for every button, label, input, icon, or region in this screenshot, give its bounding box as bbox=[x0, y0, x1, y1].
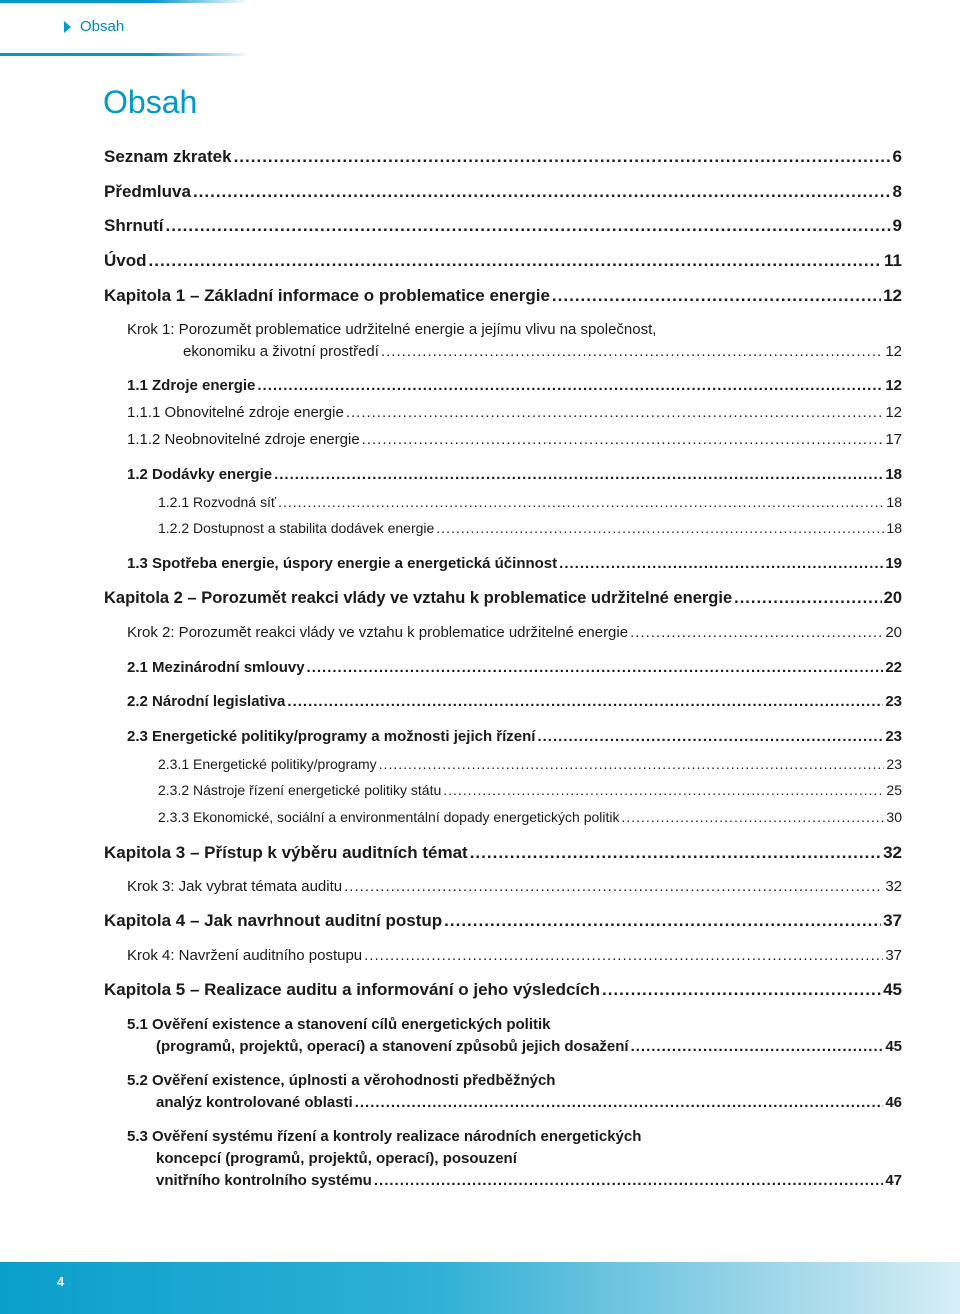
toc-entry[interactable] bbox=[104, 181, 902, 203]
toc-entry-title: (programů, projektů, operací) a stanovení způsobů jejich dosažení bbox=[156, 1038, 629, 1055]
toc-entry-title: Kapitola 1 – Základní informace o problematice energie bbox=[104, 286, 550, 305]
toc-entry-page: 12 bbox=[883, 286, 902, 305]
toc-entry[interactable] bbox=[127, 1014, 902, 1058]
toc-entry-title: Shrnutí bbox=[104, 216, 164, 235]
page-number: 4 bbox=[57, 1274, 65, 1289]
toc-entry-title-line: koncepcí (programů, projektů, operací), posouzení bbox=[156, 1150, 517, 1167]
toc-entry[interactable] bbox=[127, 876, 902, 898]
toc-entry-title: 2.2 Národní legislativa bbox=[127, 693, 286, 710]
toc-entry-title: 2.3.2 Nástroje řízení energetické politiky státu bbox=[158, 782, 442, 798]
toc-entry-title: Krok 3: Jak vybrat témata auditu bbox=[127, 878, 343, 895]
toc-entry-title: 1.2.2 Dostupnost a stabilita dodávek energie bbox=[158, 520, 435, 536]
toc-entry-title: 1.1.2 Neobnovitelné zdroje energie bbox=[127, 431, 360, 448]
toc-entry[interactable] bbox=[127, 319, 902, 363]
toc-entry-page: 22 bbox=[885, 659, 902, 676]
toc-entry-page: 45 bbox=[883, 980, 902, 999]
toc-entry[interactable] bbox=[127, 657, 902, 679]
toc-entry-title-line: 5.1 Ověření existence a stanovení cílů energetických politik bbox=[127, 1016, 551, 1033]
toc-entry-page: 37 bbox=[885, 947, 902, 964]
toc-entry[interactable] bbox=[158, 806, 902, 828]
toc-entry-title: 1.1 Zdroje energie bbox=[127, 377, 256, 394]
toc-entry-page: 11 bbox=[884, 251, 902, 270]
toc-entry-page: 45 bbox=[885, 1038, 902, 1055]
toc-entry-title: Krok 2: Porozumět reakci vlády ve vztahu k problematice udržitelné energie bbox=[127, 624, 629, 641]
header-section-label: Obsah bbox=[80, 18, 125, 35]
toc-entry-title: 2.3 Energetické politiky/programy a možnosti jejich řízení bbox=[127, 728, 536, 745]
toc-entry[interactable] bbox=[104, 250, 902, 272]
toc-entry[interactable] bbox=[127, 622, 902, 644]
toc-entry-page: 23 bbox=[885, 693, 902, 710]
toc-entry[interactable] bbox=[158, 779, 902, 801]
toc-entry-page: 18 bbox=[885, 466, 902, 483]
toc-entry-page: 46 bbox=[885, 1094, 902, 1111]
toc-entry-title: Kapitola 4 – Jak navrhnout auditní postup bbox=[104, 911, 443, 930]
toc-entry[interactable] bbox=[127, 691, 902, 713]
toc-entry-title: analýz kontrolované oblasti bbox=[156, 1094, 353, 1111]
toc-entry-title-line: 5.2 Ověření existence, úplnosti a věrohodnosti předběžných bbox=[127, 1072, 556, 1089]
toc-entry[interactable] bbox=[104, 215, 902, 237]
toc-entry-page: 20 bbox=[885, 624, 902, 641]
toc-entry-page: 30 bbox=[886, 809, 902, 825]
toc-entry-title: Předmluva bbox=[104, 182, 191, 201]
toc-entry-page: 23 bbox=[885, 728, 902, 745]
toc-entry[interactable] bbox=[127, 1070, 902, 1114]
toc-entry-page: 8 bbox=[892, 182, 902, 201]
toc-entry[interactable] bbox=[158, 491, 902, 513]
toc-entry[interactable] bbox=[127, 464, 902, 486]
toc-entry-title: 2.3.1 Energetické politiky/programy bbox=[158, 756, 377, 772]
toc-entry-page: 6 bbox=[892, 147, 902, 166]
toc-entry-page: 12 bbox=[885, 377, 902, 394]
toc-entry[interactable] bbox=[127, 429, 902, 451]
toc-entry[interactable] bbox=[104, 146, 902, 168]
toc-entry-page: 37 bbox=[883, 911, 902, 930]
toc-entry[interactable] bbox=[127, 375, 902, 397]
toc-entry-title-line: 5.3 Ověření systému řízení a kontroly realizace národních energetických bbox=[127, 1128, 642, 1145]
toc-entry[interactable] bbox=[104, 979, 902, 1001]
toc-entry-page: 18 bbox=[886, 520, 902, 536]
toc-entry-title: Úvod bbox=[104, 251, 147, 270]
toc-entry-title: Kapitola 2 – Porozumět reakci vlády ve vztahu k problematice udržitelné energie bbox=[104, 589, 733, 607]
toc-entry-page: 23 bbox=[886, 756, 902, 772]
toc-entry-title: 1.3 Spotřeba energie, úspory energie a energetická účinnost bbox=[127, 555, 558, 572]
toc-entry-title: Kapitola 3 – Přístup k výběru auditních témat bbox=[104, 843, 468, 862]
toc-entry-page: 12 bbox=[885, 404, 902, 421]
toc-entry-page: 32 bbox=[885, 878, 902, 895]
toc-entry-title: Kapitola 5 – Realizace auditu a informování o jeho výsledcích bbox=[104, 980, 600, 999]
toc-entry[interactable] bbox=[127, 1126, 902, 1192]
toc-entry-page: 25 bbox=[886, 782, 902, 798]
toc-entry-title: vnitřního kontrolního systému bbox=[156, 1172, 372, 1189]
toc-entry-page: 19 bbox=[885, 555, 902, 572]
toc-entry-page: 47 bbox=[885, 1172, 902, 1189]
toc-entry-title: 1.1.1 Obnovitelné zdroje energie bbox=[127, 404, 344, 421]
page-title: Obsah bbox=[103, 84, 198, 120]
toc-entry[interactable] bbox=[104, 910, 902, 932]
toc-entry[interactable] bbox=[127, 945, 902, 967]
toc-entry[interactable] bbox=[158, 753, 902, 775]
toc-entry-page: 18 bbox=[886, 494, 902, 510]
toc-entry-title: 2.3.3 Ekonomické, sociální a environmentální dopady energetických politik bbox=[158, 809, 620, 825]
toc-entry-page: 12 bbox=[885, 343, 902, 360]
page-footer-band bbox=[0, 1262, 960, 1314]
toc-entry[interactable] bbox=[158, 517, 902, 539]
toc-entry-title: Seznam zkratek bbox=[104, 147, 232, 166]
toc-entry-page: 9 bbox=[892, 216, 902, 235]
toc-entry-title: 2.1 Mezinárodní smlouvy bbox=[127, 659, 305, 676]
toc-entry[interactable] bbox=[104, 587, 902, 609]
toc-entry-page: 32 bbox=[883, 843, 902, 862]
toc-entry[interactable] bbox=[127, 553, 902, 575]
toc-entry-page: 20 bbox=[883, 589, 902, 607]
toc-entry-title: 1.2 Dodávky energie bbox=[127, 466, 273, 483]
toc-entry-title-line: Krok 1: Porozumět problematice udržitelné energie a jejímu vlivu na společnost, bbox=[127, 321, 657, 338]
toc-entry[interactable] bbox=[104, 285, 902, 307]
toc-entry-page: 17 bbox=[885, 431, 902, 448]
toc-entry[interactable] bbox=[104, 842, 902, 864]
toc-entry[interactable] bbox=[127, 726, 902, 748]
toc-entry-title: ekonomiku a životní prostředí bbox=[183, 343, 379, 360]
toc-entry[interactable] bbox=[127, 402, 902, 424]
toc-entry-title: Krok 4: Navržení auditního postupu bbox=[127, 947, 363, 964]
toc-entry-title: 1.2.1 Rozvodná síť bbox=[158, 494, 277, 510]
